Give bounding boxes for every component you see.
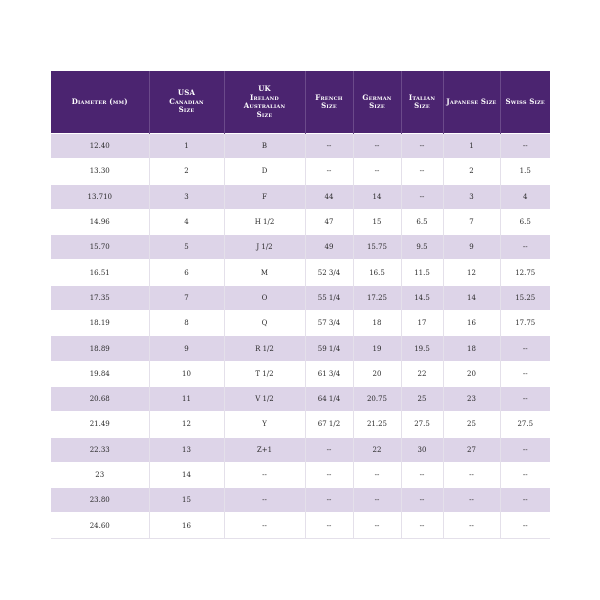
header-row [51, 71, 550, 134]
cell-swiss: -- [500, 235, 550, 260]
cell-french: -- [305, 513, 353, 538]
cell-usa-canadian: 10 [149, 361, 224, 386]
cell-usa-canadian: 6 [149, 260, 224, 285]
cell-italian: 25 [401, 386, 443, 411]
cell-italian: 9.5 [401, 235, 443, 260]
cell-italian: 17 [401, 311, 443, 336]
cell-swiss: 15.25 [500, 285, 550, 310]
cell-japanese: 9 [443, 235, 500, 260]
cell-french: 59 1/4 [305, 336, 353, 361]
cell-usa-canadian: 7 [149, 285, 224, 310]
cell-french: 67 1/2 [305, 412, 353, 437]
cell-swiss: 27.5 [500, 412, 550, 437]
cell-japanese: -- [443, 462, 500, 487]
cell-uk-ireland-australian: M [224, 260, 305, 285]
cell-usa-canadian: 12 [149, 412, 224, 437]
cell-swiss: 17.75 [500, 311, 550, 336]
header-diameter: Diameter (mm) [51, 71, 149, 134]
cell-italian: 30 [401, 437, 443, 462]
table-row [51, 361, 550, 386]
cell-japanese: 20 [443, 361, 500, 386]
cell-italian: -- [401, 462, 443, 487]
cell-french: 57 3/4 [305, 311, 353, 336]
cell-uk-ireland-australian: H 1/2 [224, 209, 305, 234]
cell-japanese: 23 [443, 386, 500, 411]
cell-diameter: 17.35 [51, 285, 149, 310]
cell-diameter: 23 [51, 462, 149, 487]
cell-italian: 11.5 [401, 260, 443, 285]
cell-uk-ireland-australian: -- [224, 488, 305, 513]
cell-diameter: 20.68 [51, 386, 149, 411]
cell-swiss: -- [500, 361, 550, 386]
header-usa-canadian-size: USA Canadian Size [149, 71, 224, 134]
table-row [51, 513, 550, 538]
cell-french: 44 [305, 184, 353, 209]
cell-japanese: 27 [443, 437, 500, 462]
header-uk-ireland-australian-size: UK Ireland Australian Size [224, 71, 305, 134]
table-row [51, 285, 550, 310]
cell-swiss: -- [500, 134, 550, 159]
header-italian-size: Italian Size [401, 71, 443, 134]
cell-german: 20.75 [353, 386, 401, 411]
cell-uk-ireland-australian: F [224, 184, 305, 209]
cell-italian: -- [401, 134, 443, 159]
cell-diameter: 16.51 [51, 260, 149, 285]
cell-diameter: 22.33 [51, 437, 149, 462]
cell-german: 14 [353, 184, 401, 209]
cell-uk-ireland-australian: T 1/2 [224, 361, 305, 386]
cell-japanese: 18 [443, 336, 500, 361]
cell-uk-ireland-australian: O [224, 285, 305, 310]
cell-swiss: -- [500, 462, 550, 487]
cell-uk-ireland-australian: -- [224, 513, 305, 538]
cell-japanese: 14 [443, 285, 500, 310]
cell-french: 47 [305, 209, 353, 234]
cell-japanese: -- [443, 513, 500, 538]
cell-usa-canadian: 15 [149, 488, 224, 513]
cell-german: -- [353, 159, 401, 184]
ring-size-table [51, 71, 550, 539]
table-row [51, 462, 550, 487]
cell-french: 52 3/4 [305, 260, 353, 285]
cell-uk-ireland-australian: R 1/2 [224, 336, 305, 361]
cell-uk-ireland-australian: Q [224, 311, 305, 336]
table-row [51, 159, 550, 184]
cell-usa-canadian: 11 [149, 386, 224, 411]
cell-usa-canadian: 3 [149, 184, 224, 209]
header-swiss-size: Swiss Size [500, 71, 550, 134]
cell-french: -- [305, 134, 353, 159]
header-french-size: French Size [305, 71, 353, 134]
cell-german: 17.25 [353, 285, 401, 310]
cell-italian: -- [401, 159, 443, 184]
cell-usa-canadian: 9 [149, 336, 224, 361]
table-row [51, 488, 550, 513]
header-german-size: German Size [353, 71, 401, 134]
cell-usa-canadian: 13 [149, 437, 224, 462]
cell-german: 15.75 [353, 235, 401, 260]
cell-german: -- [353, 488, 401, 513]
cell-japanese: -- [443, 488, 500, 513]
cell-german: 19 [353, 336, 401, 361]
table-row [51, 209, 550, 234]
cell-diameter: 13.30 [51, 159, 149, 184]
ring-size-chart [51, 71, 550, 539]
table-body [51, 134, 550, 539]
cell-uk-ireland-australian: D [224, 159, 305, 184]
cell-diameter: 13.710 [51, 184, 149, 209]
cell-german: 18 [353, 311, 401, 336]
cell-german: 15 [353, 209, 401, 234]
cell-usa-canadian: 2 [149, 159, 224, 184]
cell-swiss: -- [500, 488, 550, 513]
cell-german: 22 [353, 437, 401, 462]
cell-diameter: 15.70 [51, 235, 149, 260]
cell-french: 64 1/4 [305, 386, 353, 411]
cell-german: 20 [353, 361, 401, 386]
cell-uk-ireland-australian: V 1/2 [224, 386, 305, 411]
cell-diameter: 21.49 [51, 412, 149, 437]
cell-swiss: -- [500, 336, 550, 361]
cell-diameter: 18.19 [51, 311, 149, 336]
cell-diameter: 14.96 [51, 209, 149, 234]
table-row [51, 235, 550, 260]
table-row [51, 386, 550, 411]
cell-diameter: 18.89 [51, 336, 149, 361]
cell-usa-canadian: 16 [149, 513, 224, 538]
cell-usa-canadian: 14 [149, 462, 224, 487]
cell-italian: -- [401, 488, 443, 513]
cell-french: -- [305, 437, 353, 462]
cell-italian: 14.5 [401, 285, 443, 310]
table-row [51, 412, 550, 437]
cell-italian: -- [401, 513, 443, 538]
cell-japanese: 16 [443, 311, 500, 336]
cell-german: -- [353, 462, 401, 487]
cell-japanese: 7 [443, 209, 500, 234]
cell-uk-ireland-australian: Z+1 [224, 437, 305, 462]
table-row [51, 311, 550, 336]
cell-italian: 6.5 [401, 209, 443, 234]
cell-german: 16.5 [353, 260, 401, 285]
cell-swiss: -- [500, 513, 550, 538]
cell-diameter: 24.60 [51, 513, 149, 538]
table-row [51, 184, 550, 209]
table-row [51, 437, 550, 462]
cell-italian: 27.5 [401, 412, 443, 437]
cell-swiss: 6.5 [500, 209, 550, 234]
cell-italian: -- [401, 184, 443, 209]
cell-german: -- [353, 513, 401, 538]
cell-french: 61 3/4 [305, 361, 353, 386]
table-row [51, 336, 550, 361]
cell-swiss: -- [500, 386, 550, 411]
cell-italian: 19.5 [401, 336, 443, 361]
table-row [51, 134, 550, 159]
cell-swiss: 1.5 [500, 159, 550, 184]
cell-uk-ireland-australian: Y [224, 412, 305, 437]
cell-usa-canadian: 5 [149, 235, 224, 260]
cell-german: -- [353, 134, 401, 159]
cell-japanese: 2 [443, 159, 500, 184]
cell-french: -- [305, 488, 353, 513]
cell-swiss: 4 [500, 184, 550, 209]
cell-japanese: 1 [443, 134, 500, 159]
cell-usa-canadian: 4 [149, 209, 224, 234]
cell-diameter: 19.84 [51, 361, 149, 386]
cell-uk-ireland-australian: J 1/2 [224, 235, 305, 260]
cell-french: -- [305, 159, 353, 184]
cell-swiss: -- [500, 437, 550, 462]
table-row [51, 260, 550, 285]
cell-uk-ireland-australian: -- [224, 462, 305, 487]
cell-swiss: 12.75 [500, 260, 550, 285]
cell-japanese: 12 [443, 260, 500, 285]
cell-french: -- [305, 462, 353, 487]
cell-usa-canadian: 1 [149, 134, 224, 159]
cell-italian: 22 [401, 361, 443, 386]
cell-diameter: 12.40 [51, 134, 149, 159]
cell-french: 49 [305, 235, 353, 260]
cell-german: 21.25 [353, 412, 401, 437]
header-japanese-size: Japanese Size [443, 71, 500, 134]
cell-diameter: 23.80 [51, 488, 149, 513]
cell-japanese: 25 [443, 412, 500, 437]
cell-japanese: 3 [443, 184, 500, 209]
cell-uk-ireland-australian: B [224, 134, 305, 159]
cell-usa-canadian: 8 [149, 311, 224, 336]
cell-french: 55 1/4 [305, 285, 353, 310]
